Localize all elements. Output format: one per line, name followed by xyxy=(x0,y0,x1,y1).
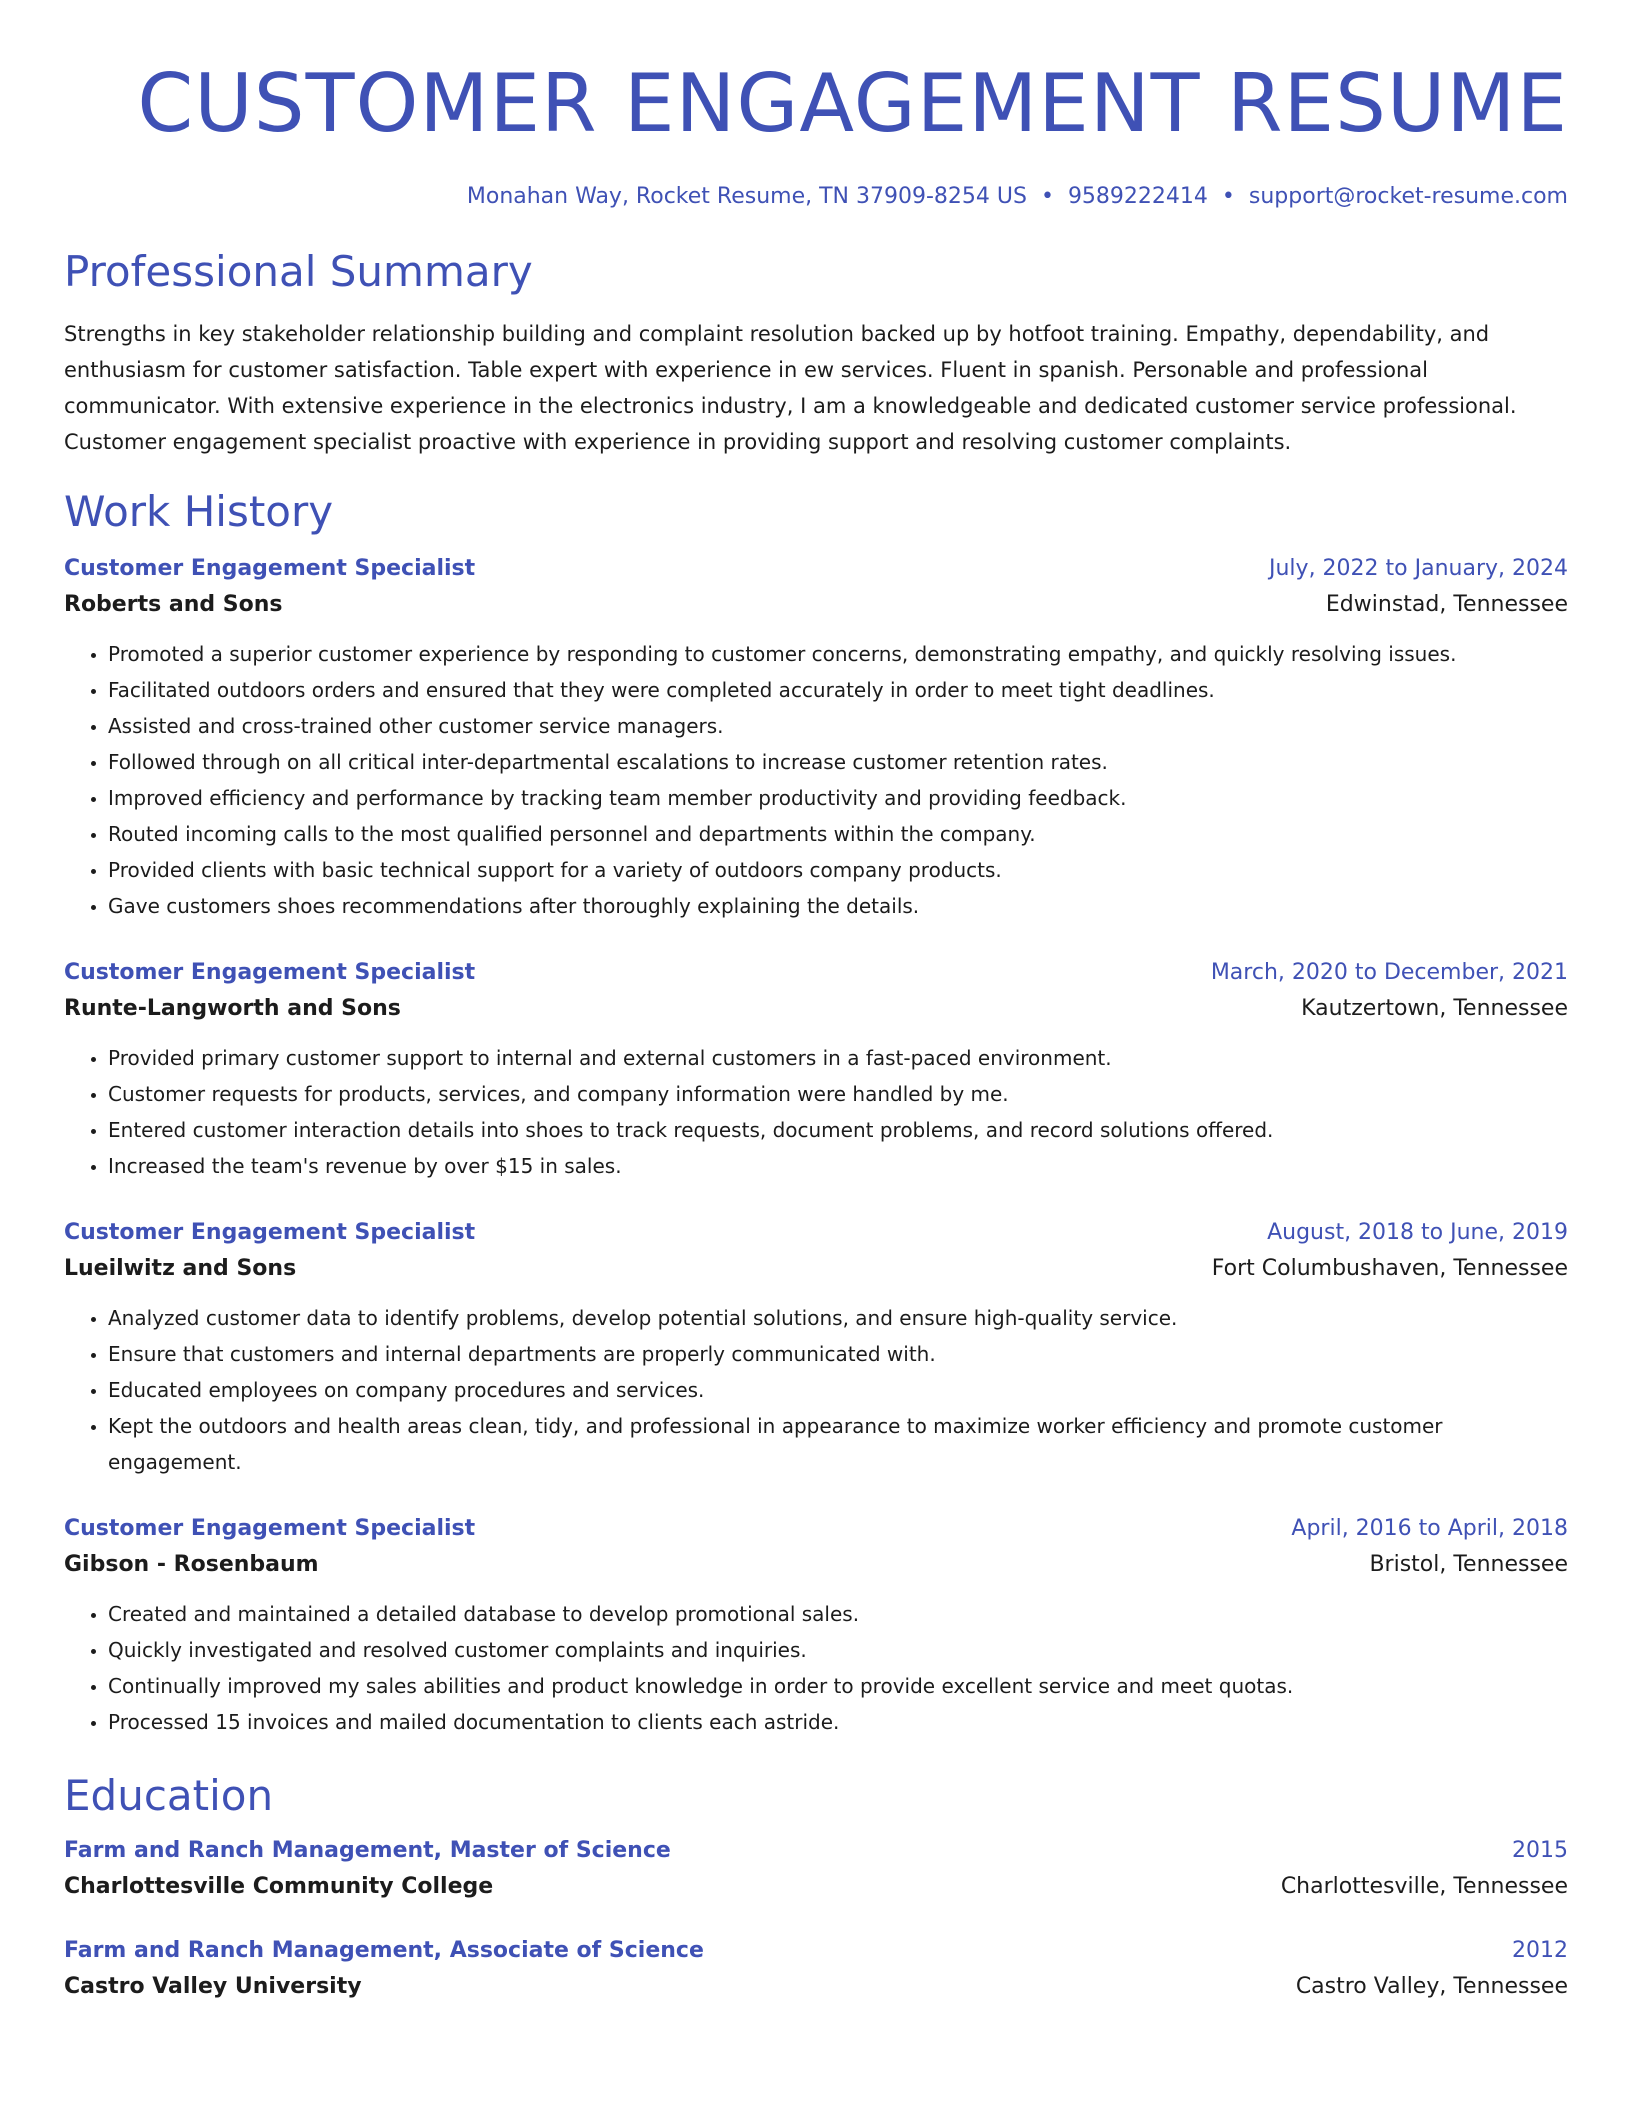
job-bullet: • Provided primary customer support to internal and external customers in a fast-paced environment. xyxy=(108,1040,1568,1076)
job-bullet: • Ensure that customers and internal departments are properly communicated with. xyxy=(108,1336,1568,1372)
job-dates: August, 2018 to June, 2019 xyxy=(1267,1220,1568,1245)
contact-separator: • xyxy=(1040,184,1054,209)
job-employer-row xyxy=(64,1250,1568,1288)
job-employer-row xyxy=(64,586,1568,624)
contact-phone: 9589222414 xyxy=(1067,184,1208,209)
job-bullet: • Assisted and cross-trained other customer service managers. xyxy=(108,708,1568,744)
job-bullet: • Kept the outdoors and health areas clean, tidy, and professional in appearance to maximize worker efficiency and promote customer engagement. xyxy=(108,1408,1568,1480)
education-location: Castro Valley, Tennessee xyxy=(1295,1974,1568,1999)
job-title: Customer Engagement Specialist xyxy=(64,556,476,581)
education-degree: Farm and Ranch Management, Associate of Science xyxy=(64,1938,704,1963)
job-employer: Roberts and Sons xyxy=(64,592,283,617)
education-header-row xyxy=(64,1934,1568,1968)
job-dates: March, 2020 to December, 2021 xyxy=(1210,960,1568,985)
job-bullet-list xyxy=(64,1300,1568,1480)
education-year: 2012 xyxy=(1512,1938,1568,1963)
job-header-row xyxy=(64,956,1568,990)
education-school: Charlottesville Community College xyxy=(64,1874,494,1899)
job-location: Fort Columbushaven, Tennessee xyxy=(1211,1256,1568,1281)
job-bullet: • Followed through on all critical inter-departmental escalations to increase customer retention rates. xyxy=(108,744,1568,780)
work-history-list xyxy=(64,552,1568,1740)
contact-address: Monahan Way, Rocket Resume, TN 37909-8254 US xyxy=(466,184,1027,209)
section-title-work-history: Work History xyxy=(64,487,334,536)
job-bullet: • Entered customer interaction details into shoes to track requests, document problems, and record solutions offered. xyxy=(108,1112,1568,1148)
job-bullet-list xyxy=(64,1596,1568,1740)
job-header-row xyxy=(64,1512,1568,1546)
education-header-row xyxy=(64,1834,1568,1868)
education-location: Charlottesville, Tennessee xyxy=(1280,1874,1568,1899)
job-employer: Runte-Langworth and Sons xyxy=(64,996,401,1021)
job-bullet: • Provided clients with basic technical support for a variety of outdoors company products. xyxy=(108,852,1568,888)
job-dates: April, 2016 to April, 2018 xyxy=(1291,1516,1568,1541)
job-title: Customer Engagement Specialist xyxy=(64,1220,476,1245)
job-bullet: • Improved efficiency and performance by tracking team member productivity and providing feedback. xyxy=(108,780,1568,816)
job-employer-row xyxy=(64,990,1568,1028)
job-bullet: • Customer requests for products, services, and company information were handled by me. xyxy=(108,1076,1568,1112)
job-title: Customer Engagement Specialist xyxy=(64,960,476,985)
resume-title: CUSTOMER ENGAGEMENT RESUME xyxy=(137,57,1568,150)
job-location: Edwinstad, Tennessee xyxy=(1325,592,1568,617)
job-employer: Lueilwitz and Sons xyxy=(64,1256,297,1281)
job-entry xyxy=(64,1512,1568,1740)
education-entry xyxy=(64,1934,1568,2006)
job-bullet: • Gave customers shoes recommendations after thoroughly explaining the details. xyxy=(108,888,1568,924)
job-bullet: • Quickly investigated and resolved customer complaints and inquiries. xyxy=(108,1632,1568,1668)
contact-separator: • xyxy=(1221,184,1235,209)
contact-line xyxy=(64,182,1568,212)
job-location: Bristol, Tennessee xyxy=(1369,1552,1568,1577)
education-list xyxy=(64,1834,1568,2006)
job-employer-row xyxy=(64,1546,1568,1584)
job-bullet: • Facilitated outdoors orders and ensured that they were completed accurately in order to meet tight deadlines. xyxy=(108,672,1568,708)
job-bullet: • Analyzed customer data to identify problems, develop potential solutions, and ensure high-quality service. xyxy=(108,1300,1568,1336)
education-school: Castro Valley University xyxy=(64,1974,362,1999)
education-school-row xyxy=(64,1868,1568,1906)
job-location: Kautzertown, Tennessee xyxy=(1301,996,1568,1021)
contact-email: support@rocket-resume.com xyxy=(1248,184,1568,209)
job-entry xyxy=(64,956,1568,1184)
job-dates: July, 2022 to January, 2024 xyxy=(1269,556,1568,581)
job-bullet: • Educated employees on company procedures and services. xyxy=(108,1372,1568,1408)
education-entry xyxy=(64,1834,1568,1906)
job-bullet-list xyxy=(64,1040,1568,1184)
job-bullet: • Processed 15 invoices and mailed documentation to clients each astride. xyxy=(108,1704,1568,1740)
job-entry xyxy=(64,1216,1568,1480)
education-school-row xyxy=(64,1968,1568,2006)
job-employer: Gibson - Rosenbaum xyxy=(64,1552,319,1577)
job-bullet: • Continually improved my sales abilities and product knowledge in order to provide excellent service and meet quotas. xyxy=(108,1668,1568,1704)
job-bullet: • Promoted a superior customer experience by responding to customer concerns, demonstrating empathy, and quickly resolving issues. xyxy=(108,636,1568,672)
job-bullet: • Created and maintained a detailed database to develop promotional sales. xyxy=(108,1596,1568,1632)
education-degree: Farm and Ranch Management, Master of Science xyxy=(64,1838,671,1863)
job-entry xyxy=(64,552,1568,924)
job-header-row xyxy=(64,1216,1568,1250)
job-bullet: • Routed incoming calls to the most qualified personnel and departments within the company. xyxy=(108,816,1568,852)
job-bullet-list xyxy=(64,636,1568,924)
job-bullet: • Increased the team's revenue by over $15 in sales. xyxy=(108,1148,1568,1184)
summary-text: Strengths in key stakeholder relationship building and complaint resolution backed up by hotfoot training. Empathy, dependability, and enthusiasm for customer satisfaction. Table expert with experience in ew services. Fluent in spanish. Personable and professional communicator. With extensive experience in the electronics industry, I am a knowledgeable and dedicated customer service professional. Customer engagement specialist proactive with experience in providing support and resolving customer complaints. xyxy=(64,322,1517,454)
job-title: Customer Engagement Specialist xyxy=(64,1516,476,1541)
education-year: 2015 xyxy=(1512,1838,1568,1863)
resume-header xyxy=(64,56,1568,212)
job-header-row xyxy=(64,552,1568,586)
section-title-summary: Professional Summary xyxy=(64,247,533,296)
section-title-education: Education xyxy=(64,1771,274,1820)
